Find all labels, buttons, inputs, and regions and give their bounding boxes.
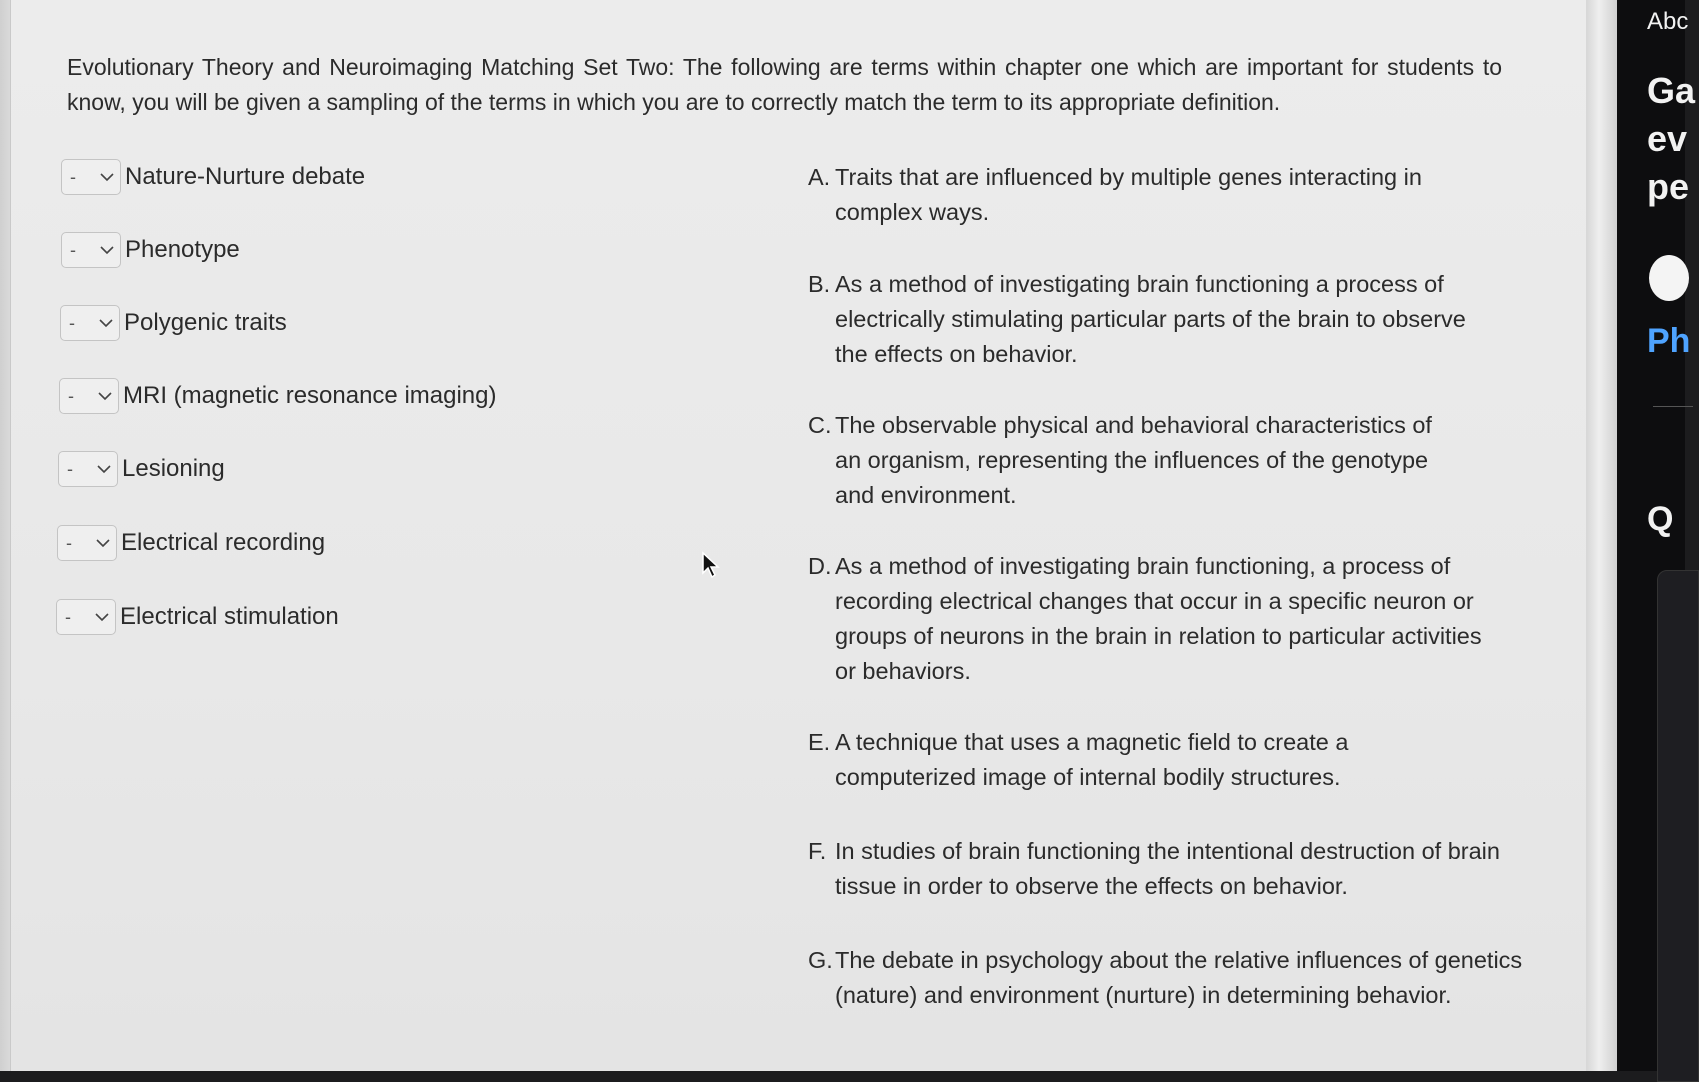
side-text-fragment: Q	[1647, 500, 1674, 538]
chevron-down-icon	[95, 612, 109, 622]
definition-c	[808, 408, 1448, 513]
definition-g	[808, 943, 1528, 1013]
question-panel	[10, 0, 1586, 1071]
definition-text: As a method of investigating brain functioning, a process of recording electrical changes that occur in a specific neuron or groups of neurons in the brain in relation to particular activities or behaviors.	[835, 553, 1482, 684]
term-row-phenotype	[61, 228, 240, 272]
definition-d	[808, 549, 1508, 689]
term-label: Polygenic traits	[124, 309, 287, 336]
definition-letter: A.	[808, 164, 831, 190]
chevron-down-icon	[97, 464, 111, 474]
term-label: Phenotype	[125, 236, 240, 263]
match-select[interactable]	[56, 599, 116, 635]
divider	[1653, 406, 1693, 407]
side-text-fragment: pe	[1647, 166, 1690, 207]
side-text-fragment: Ga	[1647, 70, 1696, 111]
term-label: Nature-Nurture debate	[125, 163, 366, 190]
definition-letter: G.	[808, 947, 833, 973]
select-value: -	[66, 532, 72, 553]
chevron-down-icon	[98, 391, 112, 401]
select-value: -	[67, 458, 73, 479]
match-select[interactable]	[60, 305, 120, 341]
definition-text: The observable physical and behavioral characteristics of an organism, representing the influences of the genotype and environment.	[835, 412, 1432, 508]
side-card	[1657, 570, 1699, 1082]
term-row-polygenic-traits	[60, 301, 287, 345]
select-value: -	[70, 166, 76, 187]
side-text-fragment: ev	[1647, 118, 1688, 159]
definition-text: In studies of brain functioning the intentional destruction of brain tissue in order to observe the effects on behavior.	[835, 838, 1500, 899]
term-row-lesioning	[58, 447, 225, 491]
chevron-down-icon	[100, 172, 114, 182]
select-value: -	[68, 385, 74, 406]
definition-letter: D.	[808, 553, 832, 579]
term-row-electrical-recording	[57, 521, 325, 565]
definition-letter: C.	[808, 412, 832, 438]
definition-letter: F.	[808, 838, 827, 864]
side-text-fragment: Abc	[1647, 8, 1689, 35]
definition-f	[808, 834, 1508, 904]
match-select[interactable]	[58, 451, 118, 487]
chevron-down-icon	[96, 538, 110, 548]
term-label: MRI (magnetic resonance imaging)	[123, 382, 497, 409]
side-panel	[1617, 0, 1696, 1071]
term-label: Electrical stimulation	[120, 603, 339, 630]
definition-letter: E.	[808, 729, 831, 755]
definition-b	[808, 267, 1478, 372]
definition-letter: B.	[808, 271, 831, 297]
definition-text: Traits that are influenced by multiple genes interacting in complex ways.	[835, 164, 1422, 225]
match-select[interactable]	[61, 232, 121, 268]
definition-text: As a method of investigating brain functioning a process of electrically stimulating particular parts of the brain to observe the effects on behavior.	[835, 271, 1466, 367]
select-value: -	[65, 606, 71, 627]
definition-text: A technique that uses a magnetic field to create a computerized image of internal bodily structures.	[835, 729, 1349, 790]
chevron-down-icon	[100, 245, 114, 255]
mouse-cursor-icon	[701, 551, 721, 581]
definition-a	[808, 160, 1508, 230]
term-label: Electrical recording	[121, 529, 326, 556]
definition-text: The debate in psychology about the relative influences of genetics (nature) and environment (nurture) in determining behavior.	[835, 947, 1523, 1008]
match-select[interactable]	[59, 378, 119, 414]
play-icon[interactable]	[1649, 255, 1689, 301]
definition-e	[808, 725, 1478, 795]
term-row-electrical-stimulation	[56, 595, 339, 639]
term-row-nature-nurture	[61, 155, 365, 199]
chevron-down-icon	[99, 318, 113, 328]
term-label: Lesioning	[122, 455, 225, 482]
match-select[interactable]	[57, 525, 117, 561]
select-value: -	[70, 239, 76, 260]
match-select[interactable]	[61, 159, 121, 195]
question-prompt: Evolutionary Theory and Neuroimaging Matching Set Two: The following are terms within chapter one which are important for students to know, you will be given a sampling of the terms in which you are to correctly match the term to its appropriate definition.	[67, 54, 1502, 115]
select-value: -	[69, 312, 75, 333]
term-row-mri	[59, 374, 497, 418]
side-text-fragment: Ph	[1647, 322, 1691, 360]
window-edge	[1587, 0, 1617, 1071]
